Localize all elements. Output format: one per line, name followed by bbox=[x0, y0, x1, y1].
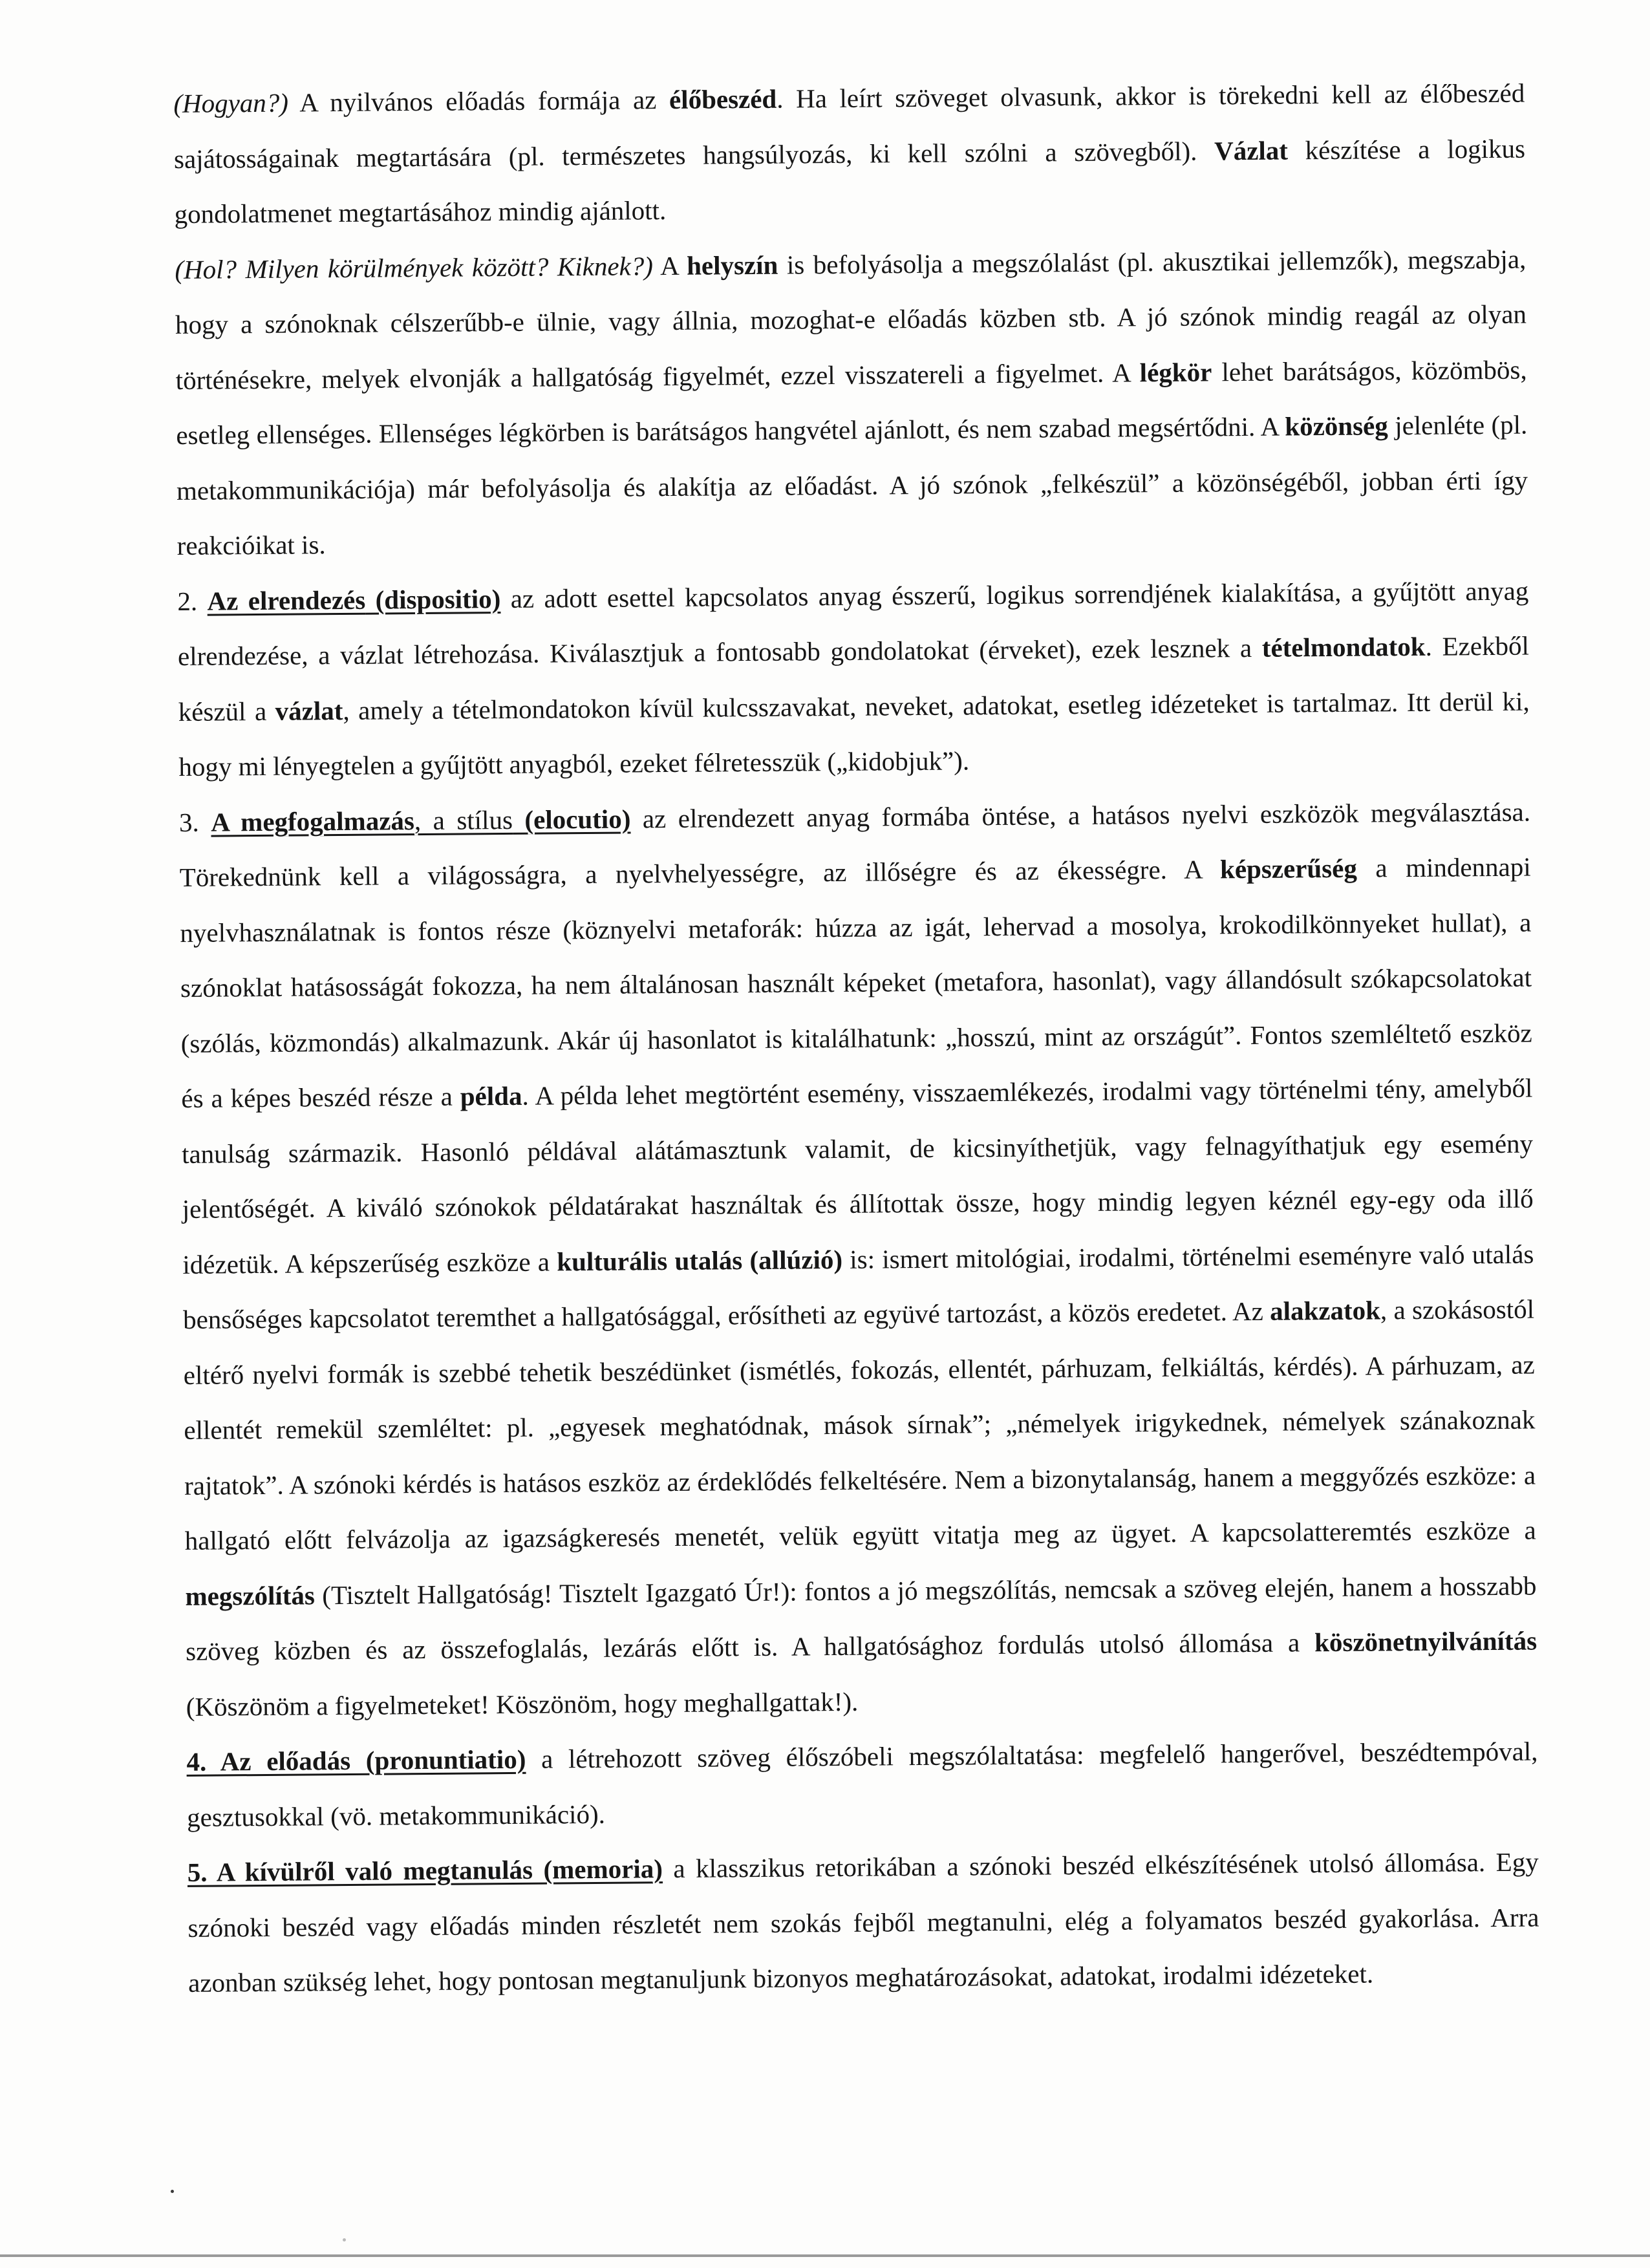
section-heading-main: A megfogalmazás bbox=[211, 805, 415, 837]
paragraph-text: , amely a tételmondatokon kívül kulcsszavakat, neveket, adatokat, esetleg idézeteket is tartalmaz. Itt derül ki, hogy mi lényegtelen a gyűjtött anyagból, ezeket félretesszük („kidobjuk”). bbox=[178, 686, 1530, 782]
scan-speck bbox=[171, 2190, 174, 2193]
paragraph-circumstances bbox=[175, 231, 1528, 573]
paragraph-text: is befolyásolja a megszólalást (pl. akusztikai jellemzők), megszabja, hogy a szónoknak célszerűbb-e ülnie, vagy állnia, mozoghat-e előadás közben stb. A jó szónok mindig reagál az olyan történésekre, melyek elvonják a hallgatóság figyelmét, ezzel visszatereli a figyelmet. A bbox=[175, 244, 1527, 395]
key-term: élőbeszéd bbox=[669, 83, 777, 114]
key-term: helyszín bbox=[686, 250, 778, 281]
key-term: kulturális utalás (allúzió) bbox=[557, 1244, 843, 1276]
section-heading-style: , a stílus bbox=[414, 804, 513, 835]
key-term: alakzatok bbox=[1269, 1295, 1381, 1326]
paragraph-pronuntiatio bbox=[186, 1724, 1538, 1845]
paragraph-text: a mindennapi nyelvhasználatnak is fontos része (köznyelvi metaforák: húzza az igát, lehervad a mosolya, krokodilkönnyeket hullat), a szónoklat hatásosságát fokozza, ha nem általánosan használt képeket (metafora, hasonlat), vagy állandósult szókapcsolatokat (szólás, közmondás) alkalmazunk. Akár új hasonlatot is kitalálhatunk: „hosszú, mint az országút”. Fontos szemléltető eszköz és a képes beszéd része a bbox=[180, 851, 1532, 1113]
section-number: 3. bbox=[178, 807, 211, 837]
question-label: (Hogyan?) bbox=[173, 87, 289, 118]
paragraph-elocutio bbox=[179, 784, 1538, 1735]
section-number: 2. bbox=[177, 586, 208, 616]
paragraph-text: (Tisztelt Hallgatóság! Tisztelt Igazgató Úr!): fontos a jó megszólítás, nemcsak a szöveg elején, hanem a hosszabb szöveg közben és az összefoglalás, lezárás előtt is. A hallgatósághoz fordulás utolsó állomása a bbox=[185, 1570, 1537, 1666]
paragraph-text: , a szokásostól eltérő nyelvi formák is szebbé tehetik beszédünket (ismétlés, fokozás, ellentét, párhuzam, felkiáltás, kérdés). A párhuzam, az ellentét remekül szemléltet: pl. „egyesek meghatódnak, mások sírnak”; „némelyek irigykednek, némelyek szánakoznak rajtatok”. A szónoki kérdés is hatásos eszköz az érdeklődés felkeltésére. Nem a bizonytalanság, hanem a meggyőzés eszköze: a hallgató előtt felvázolja az igazságkeresés menetét, velük együtt vitatja meg az ügyet. A kapcsolatteremtés eszköze a bbox=[183, 1294, 1536, 1556]
paragraph-text: A bbox=[652, 250, 687, 281]
paragraph-text: (Köszönöm a figyelmeteket! Köszönöm, hogy meghallgattak!). bbox=[186, 1686, 859, 1722]
key-term: példa bbox=[460, 1080, 522, 1111]
key-term: vázlat bbox=[275, 695, 343, 726]
paragraph-dispositio bbox=[177, 563, 1530, 795]
paragraph-text: lehet barátságos, közömbös, esetleg ellenséges. Ellenséges légkörben is barátságos hangvétel ajánlott, és nem szabad megsértődni. A bbox=[176, 354, 1527, 450]
key-term: Vázlat bbox=[1214, 134, 1289, 166]
paragraph-text: az elrendezett anyag formába öntése, a hatásos nyelvi eszközök megválasztása. Törekednünk kell a világosságra, a nyelvhelyességre, az illőségre és az ékességre. A bbox=[179, 797, 1531, 892]
paragraph-delivery-form bbox=[173, 66, 1526, 242]
section-heading: 5. A kívülről való megtanulás (memoria) bbox=[187, 1854, 663, 1887]
paragraph-text: A nyilvános előadás formája az bbox=[288, 84, 670, 118]
section-heading bbox=[207, 584, 500, 616]
key-term: képszerűség bbox=[1219, 853, 1358, 884]
key-term: közönség bbox=[1285, 411, 1388, 442]
question-label: (Hol? Milyen körülmények között? Kiknek?) bbox=[175, 250, 654, 284]
paragraph-text: . Ezekből készül a bbox=[178, 630, 1530, 727]
paragraph-text: a klasszikus retorikában a szónoki beszéd elkészítésének utolsó állomása. Egy szónoki beszéd vagy előadás minden részletét nem szokás fejből megtanulni, elég a folyamatos beszéd gyakorlása. Arra azonban szükség lehet, hogy pontosan megtanuljunk bizonyos meghatározásokat, adatokat, irodalmi idézeteket. bbox=[188, 1846, 1539, 1998]
key-term: tételmondatok bbox=[1261, 631, 1426, 663]
scan-speck bbox=[343, 2238, 346, 2241]
paragraph-text: a létrehozott szöveg élőszóbeli megszólaltatása: megfelelő hangerővel, beszédtempóval, gesztusokkal (vö. metakommunikáció). bbox=[186, 1736, 1538, 1832]
paragraph-text: készítése a logikus gondolatmenet megtartásához mindig ajánlott. bbox=[174, 133, 1526, 229]
section-heading: 4. Az előadás (pronuntiatio) bbox=[186, 1744, 526, 1777]
key-term: köszönetnyilvánítás bbox=[1314, 1625, 1538, 1658]
key-term: légkör bbox=[1139, 356, 1212, 387]
paragraph-text: jelenléte (pl. metakommunikációja) már befolyásolja és alakítja az előadást. A jó szónok „felkészül” a közönségéből, jobban érti így reakcióikat is. bbox=[176, 409, 1528, 561]
scan-edge-line bbox=[0, 2254, 1650, 2257]
paragraph-text: . Ha leírt szöveget olvasunk, akkor is törekedni kell az élőbeszéd sajátosságainak megtartására (pl. természetes hangsúlyozás, ki kell szólni a szövegből). bbox=[173, 78, 1525, 174]
section-heading-latin: (dispositio) bbox=[365, 583, 501, 615]
section-heading-latin: (elocutio) bbox=[512, 803, 631, 835]
document-body bbox=[173, 66, 1539, 2011]
paragraph-text: . A példa lehet megtörtént esemény, visszaemlékezés, irodalmi vagy történelmi tény, amelyből tanulság származik. Hasonló példával alátámasztunk valamit, de kicsinyíthetjük, vagy felnagyíthatjuk egy esemény jelentőségét. A kiváló szónokok példatárakat használtak és állítottak össze, hogy mindig legyen kéznél egy-egy oda illő idézetük. A képszerűség eszköze a bbox=[181, 1073, 1534, 1279]
paragraph-text: is: ismert mitológiai, irodalmi, történelmi eseményre való utalás bensőséges kapcsolatot teremthet a hallgatósággal, erősítheti az együvé tartozást, a közös eredetet. Az bbox=[182, 1239, 1534, 1334]
section-heading-main: Az elrendezés bbox=[207, 584, 366, 616]
key-term: megszólítás bbox=[185, 1579, 316, 1611]
paragraph-memoria bbox=[187, 1835, 1539, 2011]
paragraph-text: az adott esettel kapcsolatos anyag ésszerű, logikus sorrendjének kialakítása, a gyűjtött anyag elrendezése, a vázlat létrehozása. Kiválasztjuk a fontosabb gondolatokat (érveket), ezek lesznek a bbox=[177, 575, 1529, 671]
